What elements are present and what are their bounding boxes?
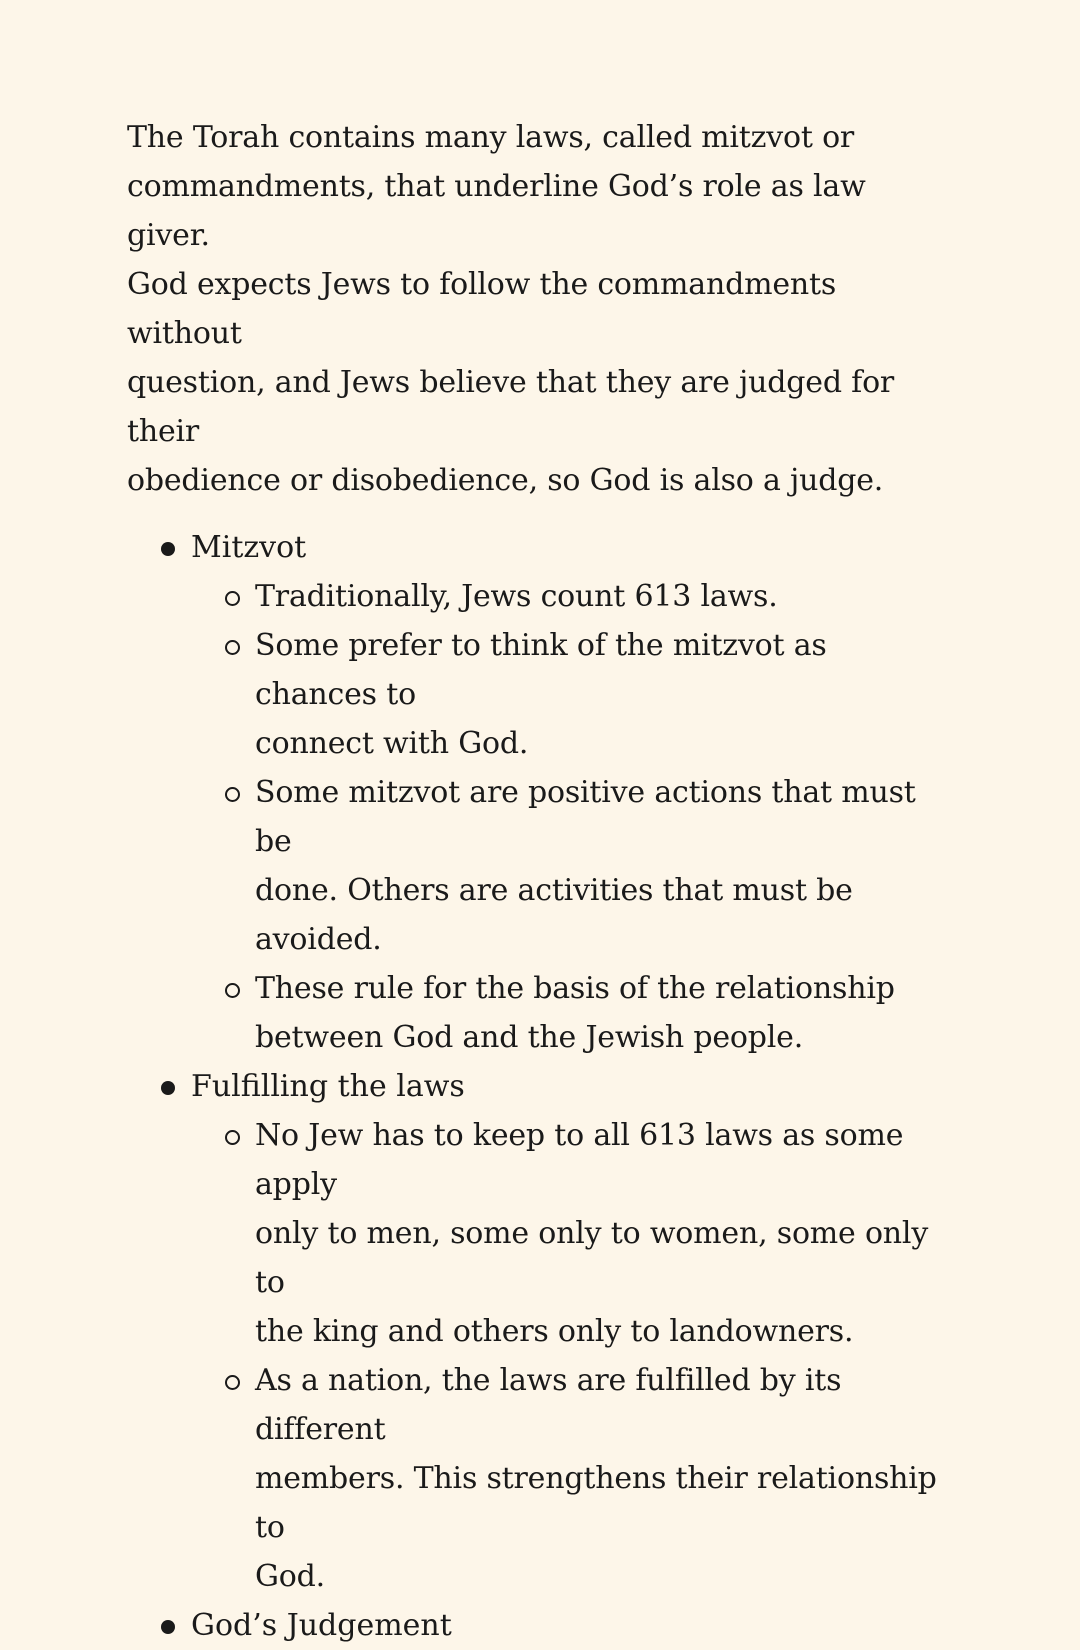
intro-line: obedience or disobedience, so God is also a judge.	[127, 463, 884, 498]
sub-item	[127, 572, 957, 621]
intro-line: question, and Jews believe that they are judged for their	[127, 365, 895, 449]
sub-item-line: Some mitzvot are positive actions that must be	[255, 775, 916, 859]
bullet-item-gods-judgement	[127, 1601, 957, 1650]
bullet-dot-icon	[161, 542, 175, 556]
hollow-circle-icon	[225, 1130, 240, 1145]
sub-item-line: No Jew has to keep to all 613 laws as some apply	[255, 1118, 904, 1202]
hollow-circle-icon	[225, 983, 240, 998]
sub-item-line: between God and the Jewish people.	[255, 1020, 804, 1055]
sub-item	[127, 768, 957, 964]
sub-item-line: As a nation, the laws are fulfilled by its different	[255, 1363, 842, 1447]
sub-item-line: God.	[255, 1559, 325, 1594]
sub-item	[127, 1356, 957, 1601]
bullet-item-fulfilling-the-laws	[127, 1062, 957, 1111]
sub-item-line: the king and others only to landowners.	[255, 1314, 854, 1349]
hollow-circle-icon	[225, 787, 240, 802]
sub-item	[127, 1111, 957, 1356]
sub-item	[127, 964, 957, 1062]
sub-item-line: Some prefer to think of the mitzvot as chances to	[255, 628, 827, 712]
hollow-circle-icon	[225, 591, 240, 606]
intro-line: commandments, that underline God’s role as law giver.	[127, 169, 866, 253]
sub-item	[127, 621, 957, 768]
intro-line: God expects Jews to follow the commandments without	[127, 267, 837, 351]
sub-item-line: only to men, some only to women, some only to	[255, 1216, 929, 1300]
sub-item-line: done. Others are activities that must be avoided.	[255, 873, 853, 957]
bullet-list	[127, 523, 957, 1650]
bullet-label: God’s Judgement	[191, 1608, 452, 1643]
sub-item-line: members. This strengthens their relationship to	[255, 1461, 937, 1545]
bullet-item-mitzvot	[127, 523, 957, 572]
sub-item-line: connect with God.	[255, 726, 529, 761]
sub-item-line: These rule for the basis of the relationship	[255, 971, 895, 1006]
bullet-dot-icon	[161, 1620, 175, 1634]
hollow-circle-icon	[225, 1375, 240, 1390]
bullet-label: Fulfilling the laws	[191, 1069, 465, 1104]
intro-line: The Torah contains many laws, called mitzvot or	[127, 120, 855, 155]
bullet-label: Mitzvot	[191, 530, 307, 565]
bullet-dot-icon	[161, 1081, 175, 1095]
hollow-circle-icon	[225, 640, 240, 655]
intro-paragraph	[127, 113, 957, 505]
sub-item-line: Traditionally, Jews count 613 laws.	[255, 579, 778, 614]
document-body	[127, 113, 957, 1650]
